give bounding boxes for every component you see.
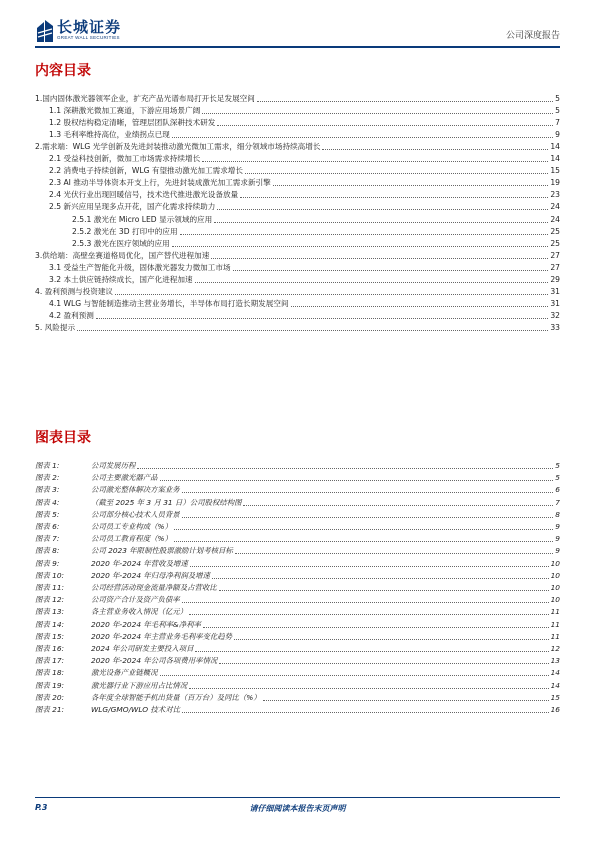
figure-entry-title: 激光器行业下游应用占比情况 bbox=[91, 680, 188, 690]
figure-entry[interactable] bbox=[35, 582, 560, 594]
dot-leader bbox=[160, 480, 554, 481]
toc-entry-page: 33 bbox=[550, 322, 560, 332]
dot-leader bbox=[182, 712, 549, 713]
toc-entry[interactable] bbox=[49, 177, 560, 189]
toc-entry[interactable] bbox=[35, 93, 560, 105]
report-type: 公司深度报告 bbox=[505, 31, 560, 41]
toc-entry-title: 2.5 新兴应用呈现多点开花，国产化需求持续助力 bbox=[49, 202, 216, 212]
toc-entry-title: 2.5.1 激光在 Micro LED 显示领域的应用 bbox=[72, 214, 213, 224]
figure-entry[interactable] bbox=[35, 460, 560, 472]
toc-entry-page: 31 bbox=[550, 286, 560, 296]
toc-entry-title: 5. 风险提示 bbox=[35, 322, 76, 332]
dot-leader bbox=[245, 173, 548, 174]
logo-name-cn: 长城证券 bbox=[57, 18, 122, 36]
toc-entry-title: 1.2 股权结构稳定清晰，管理层团队深耕技术研发 bbox=[49, 118, 216, 128]
figure-entry-title: 各年度全球智能手机出货量（百万台）及同比（%） bbox=[91, 692, 261, 702]
figure-entry[interactable] bbox=[35, 655, 560, 667]
figure-entry-label: 图表 19: bbox=[35, 680, 65, 690]
toc-entry[interactable] bbox=[49, 310, 560, 322]
figure-entry[interactable] bbox=[35, 533, 560, 545]
dot-leader bbox=[182, 517, 554, 518]
figure-entry-page: 14 bbox=[550, 680, 560, 690]
toc-entry-page: 19 bbox=[550, 178, 560, 188]
figure-entry-label: 图表 9: bbox=[35, 558, 60, 568]
figure-entry-label: 图表 5: bbox=[35, 509, 60, 519]
figure-entry-title: 公司经营活动现金流量净额及占营收比 bbox=[91, 583, 217, 592]
figure-entry[interactable] bbox=[35, 497, 560, 509]
toc-entry-page: 25 bbox=[550, 238, 560, 248]
figure-entry[interactable] bbox=[35, 643, 560, 655]
toc-entry-title: 2.1 受益科技创新，微加工市场需求持续增长 bbox=[49, 154, 201, 164]
footer-disclaimer: 请仔细阅读本报告末页声明 bbox=[249, 804, 346, 813]
figure-list-title: 图表目录 bbox=[35, 430, 91, 446]
toc-entry-page: 9 bbox=[555, 130, 560, 140]
toc-entry-page: 14 bbox=[550, 154, 560, 164]
toc-entry-title: 2.5.3 激光在医疗领域的应用 bbox=[72, 238, 170, 248]
toc-entry-title: 4.1 WLG 与智能制造推动主营业务增长，半导体布局打造长期发展空间 bbox=[49, 298, 289, 308]
great-wall-securities-logo bbox=[35, 16, 165, 46]
toc-entry[interactable] bbox=[49, 153, 560, 165]
figure-entry-label: 图表 21: bbox=[35, 705, 65, 714]
dot-leader bbox=[172, 137, 553, 138]
figure-entry[interactable] bbox=[35, 667, 560, 679]
dot-leader bbox=[189, 688, 549, 689]
dot-leader bbox=[219, 663, 548, 664]
toc-entry-page: 24 bbox=[550, 202, 560, 212]
figure-entry-title: （截至 2025 年 3 月 31 日）公司股权结构图 bbox=[91, 497, 242, 507]
figure-entry[interactable] bbox=[35, 606, 560, 618]
footer-divider bbox=[35, 797, 560, 798]
toc-entry[interactable] bbox=[49, 274, 560, 286]
figure-entry-label: 图表 18: bbox=[35, 668, 65, 678]
figure-entry-title: 公司激光整体解决方案业务 bbox=[91, 485, 180, 495]
figure-entry-page: 8 bbox=[555, 509, 560, 519]
figure-entry-label: 图表 3: bbox=[35, 485, 60, 495]
toc-entry-title: 1.1 深耕激光微加工赛道，下游应用场景广阔 bbox=[49, 106, 201, 116]
toc-entry-page: 5 bbox=[555, 94, 560, 103]
figure-entry-title: 公司发展历程 bbox=[91, 461, 136, 470]
figure-entry-label: 图表 16: bbox=[35, 644, 65, 653]
figure-entry-title: 2020 年-2024 年公司各项费用率情况 bbox=[91, 656, 218, 666]
dot-leader bbox=[212, 578, 549, 579]
toc-entry[interactable] bbox=[49, 129, 560, 141]
header-divider bbox=[35, 46, 560, 48]
dot-leader bbox=[214, 222, 548, 223]
dot-leader bbox=[263, 700, 549, 701]
dot-leader bbox=[219, 590, 549, 591]
dot-leader bbox=[172, 246, 549, 247]
dot-leader bbox=[180, 234, 549, 235]
toc-entry-title: 2.5.2 激光在 3D 打印中的应用 bbox=[72, 226, 178, 236]
figure-entry-title: 2020 年-2024 年营收及增速 bbox=[91, 558, 188, 568]
toc-entry-page: 27 bbox=[550, 262, 560, 272]
dot-leader bbox=[195, 651, 548, 652]
figure-entry-page: 15 bbox=[550, 692, 560, 702]
figure-entry-page: 9 bbox=[555, 546, 560, 556]
dot-leader bbox=[182, 602, 549, 603]
figure-entry-page: 9 bbox=[555, 534, 560, 544]
figure-entry-page: 14 bbox=[550, 668, 560, 678]
toc-entry-page: 23 bbox=[550, 190, 560, 200]
figure-entry[interactable] bbox=[35, 545, 560, 557]
figure-entry-page: 10 bbox=[550, 558, 560, 568]
figure-entry[interactable] bbox=[35, 692, 560, 704]
figure-entry-label: 图表 10: bbox=[35, 570, 65, 580]
figure-entry-page: 10 bbox=[550, 595, 560, 605]
dot-leader bbox=[174, 529, 553, 530]
toc-entry[interactable] bbox=[49, 201, 560, 213]
figure-entry[interactable] bbox=[35, 570, 560, 582]
figure-entry-page: 10 bbox=[550, 583, 560, 592]
figure-entry-label: 图表 6: bbox=[35, 522, 60, 531]
toc-entry[interactable] bbox=[35, 322, 560, 334]
toc-entry[interactable] bbox=[49, 117, 560, 129]
figure-entry-title: 公司员工教育程度（%） bbox=[91, 534, 172, 544]
toc-entry-page: 32 bbox=[550, 310, 560, 320]
toc-entry-page: 14 bbox=[550, 142, 560, 152]
dot-leader bbox=[202, 113, 553, 114]
toc-entry[interactable] bbox=[49, 298, 560, 310]
great-wall-logo-icon bbox=[35, 18, 55, 44]
figure-entry-page: 11 bbox=[550, 631, 560, 641]
figure-entry[interactable] bbox=[35, 484, 560, 496]
dot-leader bbox=[190, 566, 549, 567]
figure-entry[interactable] bbox=[35, 594, 560, 606]
figure-entry-page: 7 bbox=[555, 497, 560, 507]
toc-entry-page: 24 bbox=[550, 214, 560, 224]
figure-entry-label: 图表 14: bbox=[35, 619, 65, 629]
toc-entry-title: 2.3 AI 推动半导体资本开支上行，先进封装成激光加工需求新引擎 bbox=[49, 178, 271, 188]
toc-entry-title: 3.1 受益生产智能化升级，固体激光器发力微加工市场 bbox=[49, 262, 231, 272]
figure-entry-page: 11 bbox=[550, 607, 560, 617]
toc-entry[interactable] bbox=[72, 226, 560, 238]
dot-leader bbox=[235, 553, 554, 554]
toc-entry-title: 1.国内固体激光器领军企业，扩充产品光谱布局打开长足发展空间 bbox=[35, 94, 255, 103]
toc-entry[interactable] bbox=[49, 262, 560, 274]
figure-entry-label: 图表 20: bbox=[35, 692, 65, 702]
figure-entry-title: 2020 年-2024 年毛利率&净利率 bbox=[91, 619, 201, 629]
dot-leader bbox=[203, 627, 549, 628]
dot-leader bbox=[243, 505, 553, 506]
toc-entry-title: 2.需求端：WLG 光学创新及先进封装推动激光微加工需求，细分领域市场持续高增长 bbox=[35, 142, 321, 152]
dot-leader bbox=[182, 492, 554, 493]
figure-entry-title: 公司部分核心技术人员背景 bbox=[91, 509, 180, 519]
figure-entry-title: 各主营业务收入情况（亿元） bbox=[91, 607, 188, 617]
figure-entry-label: 图表 1: bbox=[35, 461, 60, 470]
figure-entry[interactable] bbox=[35, 631, 560, 643]
dot-leader bbox=[160, 675, 549, 676]
toc-entry[interactable] bbox=[72, 238, 560, 250]
figure-entry-label: 图表 2: bbox=[35, 473, 60, 483]
dot-leader bbox=[174, 541, 553, 542]
dot-leader bbox=[322, 149, 548, 150]
figure-entry[interactable] bbox=[35, 619, 560, 631]
toc-entry[interactable] bbox=[35, 286, 560, 298]
toc-entry[interactable] bbox=[49, 189, 560, 201]
toc-entry[interactable] bbox=[49, 165, 560, 177]
figure-entry-label: 图表 4: bbox=[35, 497, 60, 507]
toc-entry[interactable] bbox=[72, 214, 560, 226]
figure-entry[interactable] bbox=[35, 509, 560, 521]
dot-leader bbox=[96, 318, 548, 319]
dot-leader bbox=[137, 468, 553, 469]
dot-leader bbox=[257, 101, 553, 102]
figure-entry-label: 图表 8: bbox=[35, 546, 60, 556]
dot-leader bbox=[211, 258, 548, 259]
figure-entry-label: 图表 11: bbox=[35, 583, 65, 592]
figure-entry-page: 6 bbox=[555, 485, 560, 495]
figure-entry-title: 2020 年-2024 年主营业务毛利率变化趋势 bbox=[91, 631, 233, 641]
toc-entry-title: 3.供给端：高壁垒赛道格局优化，国产替代进程加速 bbox=[35, 250, 210, 260]
toc-entry-page: 31 bbox=[550, 298, 560, 308]
figure-entry-page: 16 bbox=[550, 705, 560, 714]
figure-entry-page: 12 bbox=[550, 644, 560, 653]
page-header bbox=[35, 16, 560, 46]
figure-entry[interactable] bbox=[35, 472, 560, 484]
figure-entry-title: 2024 年公司研发主要投入项目 bbox=[91, 644, 194, 653]
dot-leader bbox=[202, 161, 548, 162]
figure-entry-title: 公司主要激光器产品 bbox=[91, 473, 158, 483]
dot-leader bbox=[195, 282, 549, 283]
figure-entry-title: 2020 年-2024 年归母净利润及增速 bbox=[91, 570, 210, 580]
figure-entry-title: 公司 2023 年限制性股票激励计划考核目标 bbox=[91, 546, 233, 556]
dot-leader bbox=[291, 306, 549, 307]
dot-leader bbox=[77, 330, 548, 331]
toc-entry-page: 29 bbox=[550, 274, 560, 284]
figure-entry[interactable] bbox=[35, 680, 560, 692]
figure-entry-page: 11 bbox=[550, 619, 560, 629]
figure-entry-title: 激光设备产业链概况 bbox=[91, 668, 158, 678]
toc-entry[interactable] bbox=[35, 141, 560, 153]
figure-entry[interactable] bbox=[35, 521, 560, 533]
logo-name-en: GREAT WALL SECURITIES bbox=[57, 35, 120, 40]
toc-entry[interactable] bbox=[49, 105, 560, 117]
figure-entry-page: 10 bbox=[550, 570, 560, 580]
toc-entry-title: 1.3 毛利率维持高位，业绩拐点已现 bbox=[49, 130, 170, 140]
figure-entry-page: 5 bbox=[555, 461, 560, 470]
figure-entry-page: 13 bbox=[550, 656, 560, 666]
dot-leader bbox=[234, 639, 549, 640]
dot-leader bbox=[115, 294, 548, 295]
figure-entry[interactable] bbox=[35, 704, 560, 716]
toc-entry-title: 2.4 光伏行业出现回暖信号，技术迭代推进激光设备放量 bbox=[49, 190, 239, 200]
toc-entry-page: 5 bbox=[555, 106, 560, 116]
toc-title: 内容目录 bbox=[35, 63, 91, 79]
figure-entry-page: 5 bbox=[555, 473, 560, 483]
dot-leader bbox=[240, 197, 548, 198]
figure-entry-title: WLG/GMO/WLO 技术对比 bbox=[91, 705, 180, 714]
dot-leader bbox=[273, 185, 549, 186]
figure-entry-label: 图表 17: bbox=[35, 656, 65, 666]
toc-entry-page: 7 bbox=[555, 118, 560, 128]
dot-leader bbox=[233, 270, 549, 271]
toc-entry[interactable] bbox=[35, 250, 560, 262]
figure-entry-page: 9 bbox=[555, 522, 560, 531]
dot-leader bbox=[217, 209, 548, 210]
figure-entry-label: 图表 13: bbox=[35, 607, 65, 617]
toc-entry-page: 27 bbox=[550, 250, 560, 260]
figure-entry-title: 公司员工专业构成（%） bbox=[91, 522, 172, 531]
dot-leader bbox=[189, 614, 549, 615]
toc-entry-page: 25 bbox=[550, 226, 560, 236]
page-number: P.3 bbox=[35, 803, 48, 812]
figure-entry[interactable] bbox=[35, 558, 560, 570]
toc-entry-title: 2.2 消费电子持续创新，WLG 有望推动激光加工需求增长 bbox=[49, 166, 243, 176]
dot-leader bbox=[217, 125, 553, 126]
figure-entry-label: 图表 7: bbox=[35, 534, 60, 544]
toc-entry-page: 15 bbox=[550, 166, 560, 176]
toc-entry-title: 4.2 盈利预测 bbox=[49, 310, 94, 320]
toc-entry-title: 3.2 本土供应链持续成长，国产化进程加速 bbox=[49, 274, 193, 284]
toc-entry-title: 4. 盈利预测与投资建议 bbox=[35, 286, 114, 296]
figure-entry-label: 图表 15: bbox=[35, 631, 65, 641]
figure-entry-label: 图表 12: bbox=[35, 595, 65, 605]
figure-entry-title: 公司资产合计及资产负债率 bbox=[91, 595, 180, 605]
